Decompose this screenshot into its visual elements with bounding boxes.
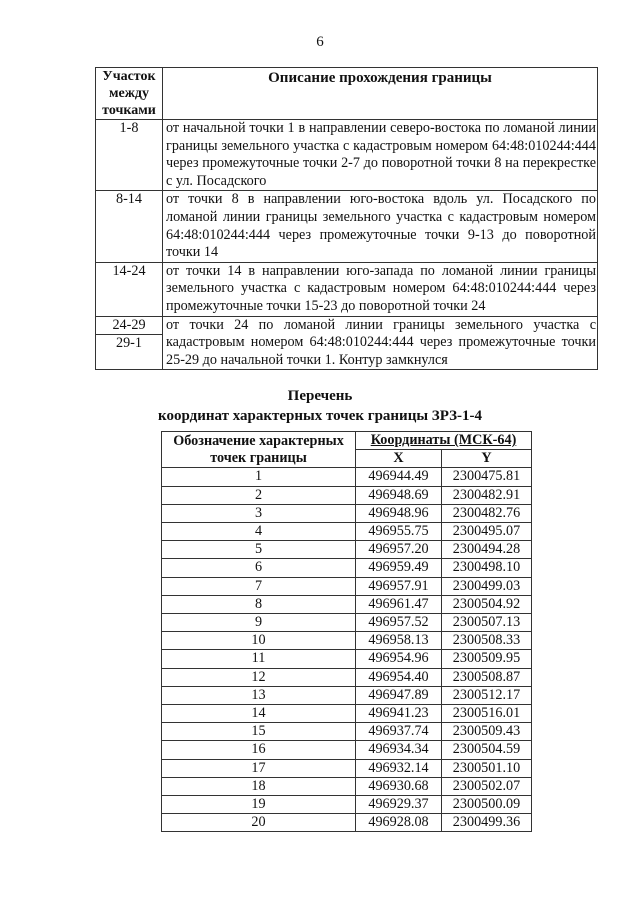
point-number-cell: 5 [162, 541, 356, 559]
segment-header-line: Участок [102, 69, 156, 84]
x-coordinate-cell: 496937.74 [356, 723, 442, 741]
y-coordinate-cell: 2300508.87 [442, 668, 532, 686]
table-row [162, 504, 532, 522]
point-number-cell: 3 [162, 504, 356, 522]
segment-cell: 14-24 [96, 262, 163, 316]
segment-header-line: точками [102, 103, 156, 118]
x-coordinate-cell: 496955.75 [356, 523, 442, 541]
table-row [162, 796, 532, 814]
y-coordinate-cell: 2300482.76 [442, 504, 532, 522]
point-number-cell: 8 [162, 595, 356, 613]
point-number-cell: 2 [162, 486, 356, 504]
coordinates-system-header: Координаты (МСК-64) [356, 432, 532, 450]
y-coordinate-cell: 2300499.03 [442, 577, 532, 595]
table-row [162, 814, 532, 832]
y-coordinate-cell: 2300495.07 [442, 523, 532, 541]
table-row [162, 595, 532, 613]
point-number-cell: 13 [162, 686, 356, 704]
coordinates-table-header [162, 432, 532, 450]
x-coordinate-cell: 496934.34 [356, 741, 442, 759]
segment-cell: 1-8 [96, 120, 163, 191]
table-row [162, 777, 532, 795]
table-row [162, 705, 532, 723]
table-row [162, 577, 532, 595]
point-number-cell: 20 [162, 814, 356, 832]
x-coordinate-cell: 496961.47 [356, 595, 442, 613]
table-row [162, 614, 532, 632]
table-row [162, 468, 532, 486]
table-row [96, 316, 598, 335]
y-coordinate-cell: 2300507.13 [442, 614, 532, 632]
table-row [162, 650, 532, 668]
table-row [162, 486, 532, 504]
y-coordinate-cell: 2300501.10 [442, 759, 532, 777]
title-line: Перечень [287, 388, 353, 404]
point-number-cell: 18 [162, 777, 356, 795]
table-row [162, 559, 532, 577]
segment-header-line: между [109, 86, 149, 101]
point-number-cell: 19 [162, 796, 356, 814]
table-row [162, 523, 532, 541]
x-coordinate-cell: 496947.89 [356, 686, 442, 704]
point-number-cell: 1 [162, 468, 356, 486]
segment-cell: 29-1 [96, 335, 163, 370]
x-coordinate-cell: 496948.96 [356, 504, 442, 522]
table-row [96, 262, 598, 316]
point-number-cell: 11 [162, 650, 356, 668]
description-cell: от точки 8 в направлении юго-востока вдоль ул. Посадского по ломаной линии границы земельного участка с кадастровым номером 64:48:010244:444 через промежуточные точки 9-13 до поворотной точки 14 [163, 191, 598, 262]
y-coordinate-cell: 2300482.91 [442, 486, 532, 504]
coordinates-table [161, 431, 532, 832]
x-coordinate-cell: 496930.68 [356, 777, 442, 795]
point-number-cell: 12 [162, 668, 356, 686]
table-row [162, 759, 532, 777]
y-coordinate-cell: 2300499.36 [442, 814, 532, 832]
table-row [162, 632, 532, 650]
y-coordinate-cell: 2300516.01 [442, 705, 532, 723]
coordinates-list-title [0, 386, 640, 426]
point-number-cell: 7 [162, 577, 356, 595]
point-number-cell: 6 [162, 559, 356, 577]
y-coordinate-cell: 2300500.09 [442, 796, 532, 814]
y-coordinate-cell: 2300504.92 [442, 595, 532, 613]
y-coordinate-cell: 2300509.95 [442, 650, 532, 668]
table-row [96, 120, 598, 191]
boundary-description-table [95, 67, 598, 370]
y-coordinate-cell: 2300512.17 [442, 686, 532, 704]
segment-cell: 8-14 [96, 191, 163, 262]
x-coordinate-cell: 496954.96 [356, 650, 442, 668]
y-coordinate-cell: 2300502.07 [442, 777, 532, 795]
x-coordinate-cell: 496948.69 [356, 486, 442, 504]
table-row [162, 741, 532, 759]
description-cell: от точки 14 в направлении юго-запада по ломаной линии границы земельного участка с кадастровым номером 64:48:010244:444 через промежуточные точки 15-23 до поворотной точки 24 [163, 262, 598, 316]
table-row [162, 541, 532, 559]
x-coordinate-cell: 496941.23 [356, 705, 442, 723]
description-cell: от точки 24 по ломаной линии границы земельного участка с кадастровым номером 64:48:010244:444 через промежуточные точки 25-29 до начальной точки 1. Контур замкнулся [163, 316, 598, 370]
y-coordinate-cell: 2300494.28 [442, 541, 532, 559]
point-designation-header: Обозначение характерных точек границы [162, 432, 356, 468]
table-row [162, 723, 532, 741]
y-column-header: Y [442, 450, 532, 468]
point-number-cell: 16 [162, 741, 356, 759]
x-coordinate-cell: 496932.14 [356, 759, 442, 777]
y-coordinate-cell: 2300508.33 [442, 632, 532, 650]
x-coordinate-cell: 496958.13 [356, 632, 442, 650]
x-coordinate-cell: 496928.08 [356, 814, 442, 832]
x-coordinate-cell: 496957.20 [356, 541, 442, 559]
x-coordinate-cell: 496954.40 [356, 668, 442, 686]
point-number-cell: 10 [162, 632, 356, 650]
y-coordinate-cell: 2300498.10 [442, 559, 532, 577]
page-number: 6 [316, 34, 324, 50]
x-coordinate-cell: 496959.49 [356, 559, 442, 577]
x-column-header: X [356, 450, 442, 468]
table-row [162, 686, 532, 704]
boundary-table-header [96, 68, 598, 120]
segment-column-header [96, 68, 163, 120]
point-number-cell: 9 [162, 614, 356, 632]
y-coordinate-cell: 2300509.43 [442, 723, 532, 741]
description-column-header: Описание прохождения границы [163, 68, 598, 120]
point-number-cell: 15 [162, 723, 356, 741]
x-coordinate-cell: 496957.91 [356, 577, 442, 595]
title-line: координат характерных точек границы ЗРЗ-1-4 [158, 408, 482, 424]
description-cell: от начальной точки 1 в направлении северо-востока по ломаной линии границы земельного участка с кадастровым номером 64:48:010244:444 через промежуточные точки 2-7 до поворотной точки 8 на перекрестке с ул. Посадского [163, 120, 598, 191]
x-coordinate-cell: 496944.49 [356, 468, 442, 486]
point-number-cell: 4 [162, 523, 356, 541]
coordinates-table-body [162, 468, 532, 832]
y-coordinate-cell: 2300475.81 [442, 468, 532, 486]
point-number-cell: 14 [162, 705, 356, 723]
table-row [162, 668, 532, 686]
x-coordinate-cell: 496957.52 [356, 614, 442, 632]
x-coordinate-cell: 496929.37 [356, 796, 442, 814]
point-number-cell: 17 [162, 759, 356, 777]
table-row [96, 191, 598, 262]
y-coordinate-cell: 2300504.59 [442, 741, 532, 759]
segment-cell: 24-29 [96, 316, 163, 335]
